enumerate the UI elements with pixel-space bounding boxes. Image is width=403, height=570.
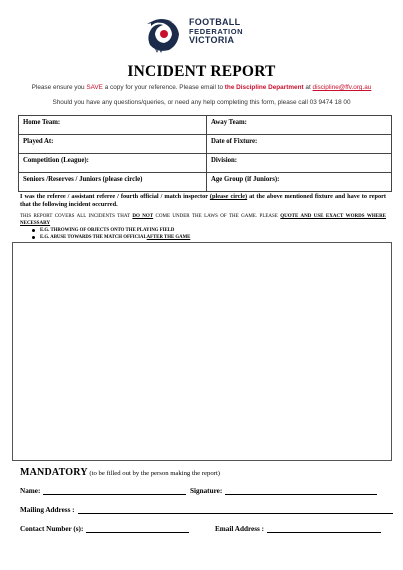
mandatory-note: (to be filled out by the person making the report) [87, 470, 220, 477]
covers-part-1: THIS REPORT COVERS ALL INCIDENTS THAT [20, 214, 133, 219]
report-coverage-note [20, 214, 386, 228]
example-1-text: E.G. THROWING OF OBJECTS ONTO THE PLAYING FIELD [40, 228, 175, 233]
example-list [32, 227, 190, 241]
played-at-field[interactable]: Played At: [19, 135, 207, 154]
after-the-game: AFTER THE GAME [146, 235, 191, 240]
away-team-field[interactable]: Away Team: [207, 116, 392, 135]
covers-part-2: COME UNDER THE LAWS OF THE GAME. PLEASE [153, 214, 281, 219]
fixture-info-table [18, 115, 392, 192]
age-group-field[interactable]: Age Group (if Juniors): [207, 173, 392, 192]
signature-label: Signature: [190, 487, 223, 495]
table-row [19, 135, 392, 154]
signature-input-line[interactable] [225, 488, 377, 495]
save-word: SAVE [86, 84, 103, 91]
help-phone-notice: Should you have any questions/queries, or need any help completing this form, please call 03 9474 18 00 [52, 99, 351, 106]
table-row [19, 154, 392, 173]
discipline-email-link[interactable]: discipline@ffv.org.au [312, 84, 372, 91]
mailing-address-label: Mailing Address : [20, 506, 75, 514]
table-row [19, 116, 392, 135]
bullet-icon [32, 236, 35, 239]
table-row [19, 173, 392, 192]
please-circle-note: (please circle) [209, 193, 248, 200]
statement-part-2: at the above mentioned fixture and have to report that the following incident occurred. [20, 193, 386, 209]
email-address-input-line[interactable] [267, 526, 381, 533]
org-line-2: FEDERATION [189, 27, 244, 36]
org-line-3: VICTORIA [189, 35, 235, 45]
seniors-reserves-juniors-field[interactable]: Seniors /Reserves / Juniors (please circle) [19, 173, 207, 192]
do-not-emphasis: DO NOT [132, 214, 154, 219]
competition-field[interactable]: Competition (League): [19, 154, 207, 173]
org-line-1: FOOTBALL [189, 17, 241, 27]
mandatory-label: MANDATORY [20, 467, 88, 478]
email-address-field [215, 525, 381, 533]
notice-text-at: at [303, 84, 313, 91]
home-team-field[interactable]: Home Team: [19, 116, 207, 135]
bullet-icon [32, 229, 35, 232]
example-2-text: E.G. ABUSE TOWARDS THE MATCH OFFICIAL [40, 235, 147, 240]
list-item [32, 234, 190, 241]
mailing-address-field [20, 506, 393, 514]
notice-text-pre: Please ensure you [31, 84, 87, 91]
quote-exact-words: QUOTE AND USE EXACT WORDS WHERE NECESSARY [20, 214, 387, 226]
contact-number-label: Contact Number (s): [20, 525, 84, 533]
incident-description-box[interactable] [12, 242, 392, 461]
page-title: INCIDENT REPORT [127, 63, 276, 80]
organization-name [189, 18, 243, 45]
ffv-logo-icon [143, 14, 183, 54]
name-label: Name: [20, 487, 41, 495]
name-input-line[interactable] [43, 488, 186, 495]
statement-part-1: I was the referee / assistant referee / fourth official / match inspector [20, 193, 210, 200]
date-of-fixture-field[interactable]: Date of Fixture: [207, 135, 392, 154]
list-item [32, 227, 190, 234]
notice-text-mid: a copy for your reference. Please email to [102, 84, 225, 91]
email-address-label: Email Address : [215, 525, 264, 533]
contact-number-input-line[interactable] [86, 526, 189, 533]
division-field[interactable]: Division: [207, 154, 392, 173]
discipline-department: the Discipline Department [224, 84, 304, 91]
save-email-notice [0, 84, 403, 91]
name-field [20, 487, 186, 495]
official-statement [20, 193, 386, 210]
signature-field [190, 487, 377, 495]
contact-number-field [20, 525, 189, 533]
mailing-address-input-line[interactable] [78, 507, 393, 514]
mandatory-section-heading [20, 467, 220, 478]
